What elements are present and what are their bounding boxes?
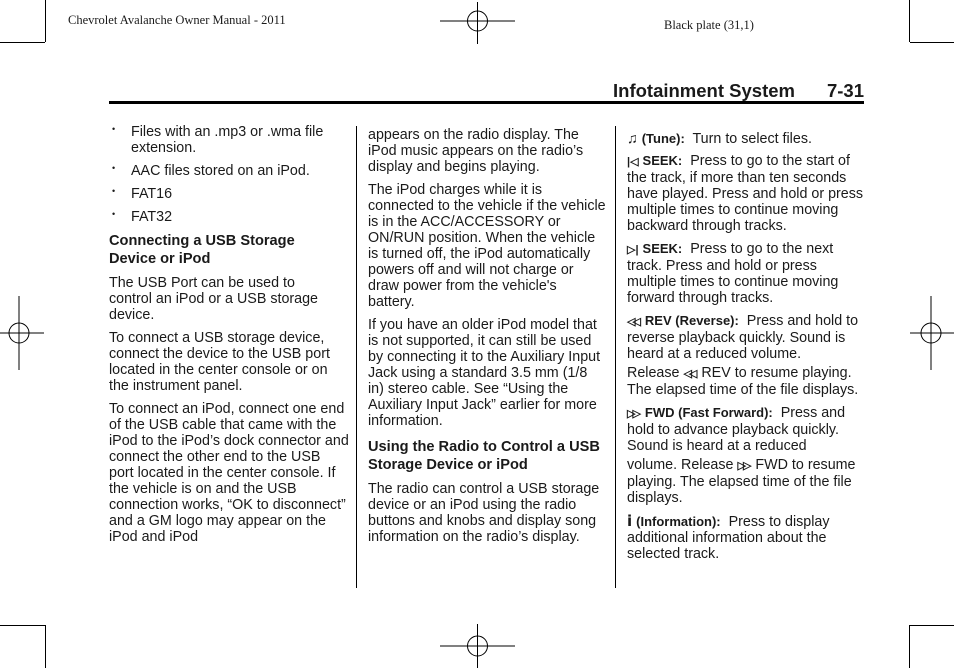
- paragraph: If you have an older iPod model that is not supported, it can still be used by connecting it to the Auxiliary Input Jack using a standard 3.5 mm (1/8 in) stereo cable. See “Using the Auxiliary Input Jack” earlier for more information.: [368, 317, 601, 429]
- column-divider: [615, 126, 616, 588]
- bullet-dot: •: [112, 186, 116, 196]
- reverse-icon: ◁◁: [627, 316, 638, 328]
- control-label: REV (Reverse):: [644, 313, 739, 328]
- fast-forward-icon: ▷▷: [737, 460, 749, 472]
- section-heading: Connecting a USB Storage Device or iPod: [109, 233, 295, 267]
- control-text-continued: the track, if more than ten seconds have played. Press and hold or press multiple times to continue moving backward through tracks.: [627, 170, 864, 234]
- release-text: volume. Release: [627, 457, 734, 473]
- reverse-release-text: [627, 365, 867, 398]
- reverse-icon: ◁◁: [683, 368, 695, 380]
- list-item: Files with an .mp3 or .wma file extension.: [131, 124, 324, 156]
- control-label: (Information):: [636, 514, 721, 529]
- release-text: FWD to: [755, 457, 804, 473]
- bullet-dot: •: [112, 209, 116, 219]
- control-text: Press to go to the next: [690, 241, 834, 257]
- control-text: Press: [780, 405, 818, 421]
- control-text-continued: and hold to advance playback quickly. Sound is heard at a reduced: [627, 405, 846, 454]
- paragraph: The USB Port can be used to control an iPod or a USB storage device.: [109, 275, 319, 323]
- registration-mark-left: [0, 296, 44, 370]
- paragraph: To connect a USB storage device, connect the device to the USB port located in the center console or on the instrument panel.: [109, 330, 330, 394]
- bullet-dot: •: [112, 124, 116, 134]
- reverse-control: [627, 313, 867, 362]
- registration-mark-bottom: [440, 624, 515, 668]
- paragraph: The radio can control a USB storage device or an iPod using the radio buttons and knobs and display song information on the radio’s display.: [368, 481, 600, 545]
- bullet-dot: •: [112, 163, 116, 173]
- fast-forward-release-text: [627, 457, 863, 506]
- list-item: FAT32: [131, 209, 173, 225]
- section-heading: Using the Radio to Control a USB Storage Device or iPod: [368, 439, 600, 473]
- control-label: (Tune):: [641, 131, 685, 146]
- control-text: Turn to select files.: [692, 131, 812, 147]
- title-rule: [109, 101, 864, 104]
- column-3: [627, 131, 867, 562]
- section-title: [560, 80, 864, 102]
- registration-mark-top: [440, 2, 515, 44]
- paragraph: appears on the radio display. The iPod music appears on the radio’s display and begins playing.: [368, 127, 584, 175]
- control-text: Press and hold: [746, 313, 843, 329]
- seek-forward-control: [627, 241, 867, 306]
- list-item: FAT16: [131, 186, 173, 202]
- control-label: SEEK:: [642, 241, 683, 256]
- control-text-continued: track. Press and hold or press multiple times to continue moving forward through tracks.: [627, 258, 839, 306]
- plate-label: Black plate (31,1): [664, 18, 754, 32]
- control-text-continued: additional information about the selected track.: [627, 530, 827, 562]
- information-control: [627, 513, 867, 562]
- list-item: AAC files stored on an iPod.: [131, 163, 310, 179]
- release-text-continued: The elapsed time of the file displays.: [627, 382, 859, 398]
- control-text: Press to display: [728, 514, 830, 530]
- column-divider: [356, 126, 357, 588]
- fast-forward-icon: ▷▷: [627, 408, 638, 420]
- control-text-continued: to reverse playback quickly. Sound is heard at a reduced volume.: [627, 313, 859, 362]
- control-text: Press to go to the start of: [690, 153, 850, 169]
- information-icon: i: [627, 512, 633, 530]
- control-label: SEEK:: [642, 153, 683, 168]
- control-label: FWD (Fast Forward):: [644, 405, 773, 420]
- seek-forward-icon: ▷|: [627, 244, 639, 256]
- seek-back-control: [627, 153, 867, 234]
- tune-control: [627, 131, 867, 147]
- release-text: Release: [627, 365, 680, 381]
- bullet-list: [109, 124, 349, 225]
- seek-back-icon: |◁: [627, 156, 639, 168]
- paragraph: To connect an iPod, connect one end of the USB cable that came with the iPod to the iPod’s dock connector and connect the other end to the USB port located in the center console. If the vehicle is on and the USB connection works, “OK to disconnect” and a GM logo may appear on the iPod and iPod: [109, 401, 349, 545]
- page-number: 7-31: [826, 80, 864, 101]
- release-text: REV to resume playing.: [701, 365, 852, 381]
- fast-forward-control: [627, 405, 867, 454]
- paragraph: The iPod charges while it is connected to the vehicle if the vehicle is in the ACC/ACCESSORY or ON/RUN position. When the vehicle is turned off, the iPod automatically powers off and will not charge or draw power from the vehicle's battery.: [368, 182, 606, 310]
- section-name: Infotainment System: [613, 80, 795, 101]
- release-text-continued: resume playing. The elapsed time of the file displays.: [627, 457, 856, 506]
- registration-mark-right: [910, 296, 954, 370]
- column-1: [109, 124, 349, 545]
- tune-icon: ♫: [627, 131, 638, 147]
- column-2: [368, 127, 606, 545]
- manual-title: Chevrolet Avalanche Owner Manual - 2011: [68, 13, 286, 27]
